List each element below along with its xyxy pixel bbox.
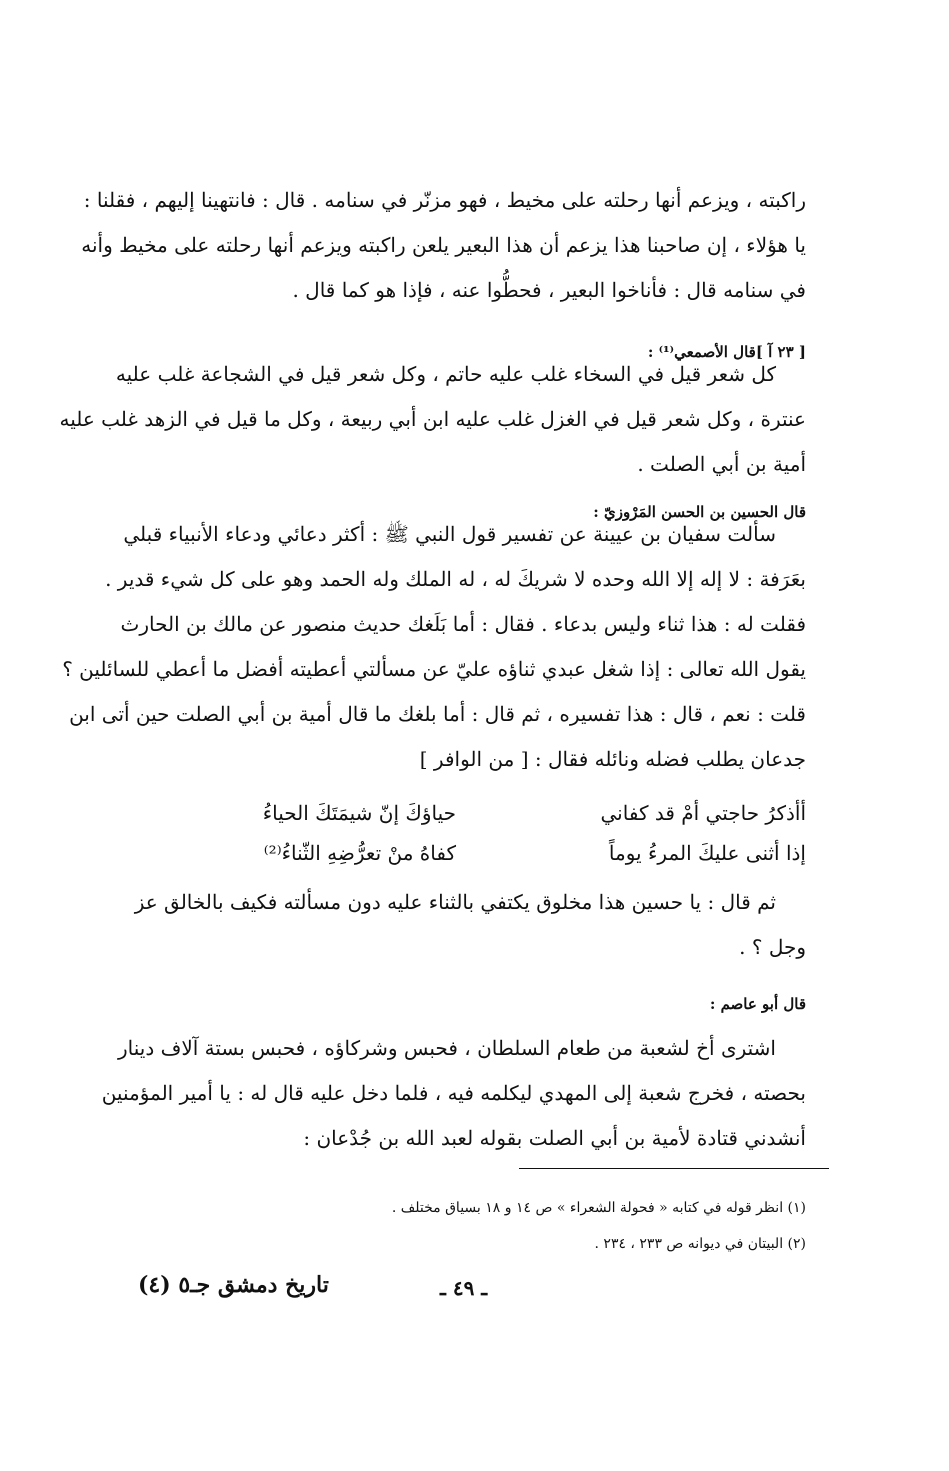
footnote-1: (١) انظر قوله في كتابه « فحولة الشعراء » ص ١٤ و ١٨ بسياق مختلف . — [391, 1200, 806, 1216]
footnote-divider — [519, 1168, 829, 1169]
text-line: راكبته ، ويزعم أنها رحلته على مخيط ، فهو مزنّر في سنامه . قال : فانتهينا إليهم ، فقلنا : — [83, 188, 806, 212]
running-title: تاريخ دمشق جـ٥ (٤) — [138, 1272, 329, 1298]
text-line: اشترى أخ لشعبة من طعام السلطان ، فحبس وشركاؤه ، فحبس بستة آلاف دينار — [117, 1036, 776, 1060]
text-line: يقول الله تعالى : إذا شغل عبدي ثناؤه عليّ عن مسألتي أعطيته أفضل ما أعطي للسائلين ؟ — [62, 657, 806, 681]
text-line: عنترة ، وكل شعر قيل في الغزل غلب عليه ابن أبي ربيعة ، وكل ما قيل في الزهد غلب عليه — [59, 407, 806, 431]
text-line: جدعان يطلب فضله ونائله فقال : [ من الوافر ] — [419, 747, 806, 771]
verse-first-hemistich: إذا أثنى عليكَ المرءُ يوماً — [608, 841, 806, 865]
verse-first-hemistich: أأذكرُ حاجتي أمْ قد كفاني — [600, 801, 806, 825]
text-line: وجل ؟ . — [739, 935, 806, 959]
text-line: أنشدني قتادة لأمية بن أبي الصلت بقوله لعبد الله بن جُدْعان : — [303, 1126, 806, 1150]
paragraph-1 — [81, 178, 806, 313]
heading-abu-asim: قال أبو عاصم : — [709, 995, 806, 1013]
text-line: ثم قال : يا حسين هذا مخلوق يكتفي بالثناء عليه دون مسألته فكيف بالخالق عز — [134, 890, 776, 914]
heading-marwazi: قال الحسين بن الحسن المَرْوزيّ : — [593, 503, 806, 521]
paragraph-3 — [62, 512, 806, 782]
footnote-2: (٢) البيتان في ديوانه ص ٢٣٣ ، ٢٣٤ . — [594, 1236, 806, 1252]
text-line: فقلت له : هذا ثناء وليس بدعاء . فقال : أما بَلَغك حديث منصور عن مالك بن الحارث — [120, 612, 806, 636]
paragraph-4 — [134, 880, 806, 970]
paragraph-5 — [101, 1026, 806, 1161]
text-line: سألت سفيان بن عيينة عن تفسير قول النبي ﷺ : أكثر دعائي ودعاء الأنبياء قبلي — [123, 522, 776, 546]
verse-line — [136, 833, 806, 873]
verse-second-hemistich: كفاهُ منْ تعرُّضِهِ الثّناءُ⁽²⁾ — [263, 841, 456, 865]
paragraph-2 — [59, 352, 806, 487]
text-line: كل شعر قيل في السخاء غلب عليه حاتم ، وكل شعر قيل في الشجاعة غلب عليه — [115, 362, 776, 386]
text-line: بعَرَفة : لا إله إلا الله وحده لا شريكَ له ، له الملك وله الحمد وهو على كل شيء قدير . — [105, 567, 806, 591]
verse-second-hemistich: حياؤكَ إنّ شيمَتَكَ الحياءُ — [262, 801, 456, 825]
text-line: أمية بن أبي الصلت . — [637, 452, 806, 476]
poem-verses — [136, 793, 806, 873]
verse-line — [136, 793, 806, 833]
page-number: ـ ٤٩ ـ — [440, 1276, 488, 1300]
text-line: يا هؤلاء ، إن صاحبنا هذا يزعم أن هذا البعير يلعن راكبته ويزعم أنها رحلته على مخيط وأنه — [81, 233, 806, 257]
heading-asmai: [ ٢٣ آ ]قال الأصمعي⁽¹⁾ : — [647, 343, 806, 361]
text-line: قلت : نعم ، قال : هذا تفسيره ، ثم قال : أما بلغك ما قال أمية بن أبي الصلت حين أتى ابن — [69, 702, 806, 726]
text-line: في سنامه قال : فأناخوا البعير ، فحطُّوا عنه ، فإذا هو كما قال . — [292, 278, 806, 302]
text-line: بحصته ، فخرج شعبة إلى المهدي ليكلمه فيه ، فلما دخل عليه قال له : يا أمير المؤمنين — [101, 1081, 806, 1105]
